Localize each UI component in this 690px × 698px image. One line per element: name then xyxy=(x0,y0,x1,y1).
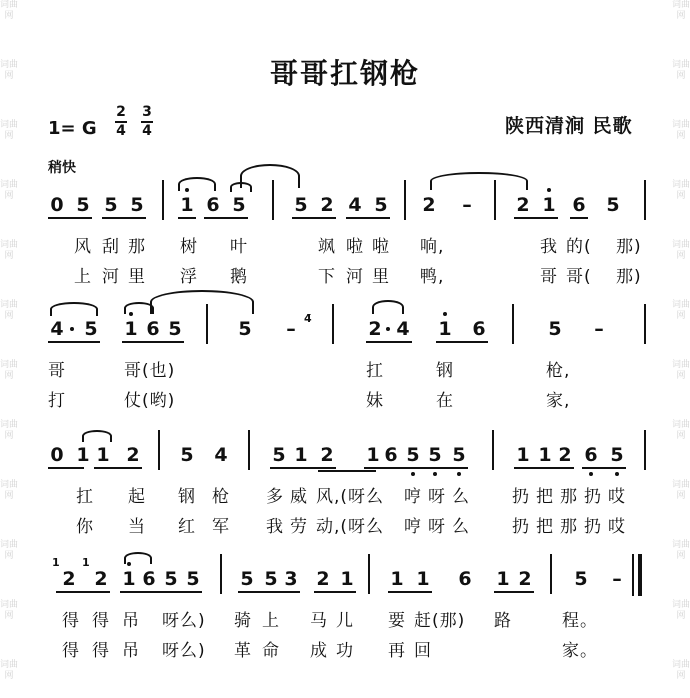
lyric: 树 xyxy=(180,237,198,257)
underline xyxy=(582,467,626,469)
barline xyxy=(368,554,370,594)
barline xyxy=(158,430,160,470)
note: 1 xyxy=(438,318,452,340)
lyric: 马 xyxy=(310,611,328,631)
meter-bottom: 4 xyxy=(116,123,126,139)
lyric: 得 xyxy=(92,641,110,661)
watermark: 词曲网 xyxy=(0,60,19,81)
note: 1 xyxy=(96,444,110,466)
augmentation-dot xyxy=(386,327,390,331)
lyric: 哥( xyxy=(566,267,592,287)
barline xyxy=(248,430,250,470)
lyric: 路 xyxy=(494,611,512,631)
tie xyxy=(240,164,300,188)
underline xyxy=(494,591,534,593)
lyric: 儿 xyxy=(336,611,354,631)
note: 1 xyxy=(390,568,404,590)
lyric: 那 xyxy=(560,517,578,537)
octave-dot xyxy=(589,472,593,476)
note: 1 xyxy=(76,444,90,466)
slur xyxy=(178,177,216,191)
lyric: 吊 xyxy=(122,611,140,631)
lyric: 扔 xyxy=(512,517,530,537)
lyric: 哥 xyxy=(48,361,66,381)
lyric: 哼 xyxy=(404,517,422,537)
lyric: 浮 xyxy=(180,267,198,287)
underline xyxy=(122,341,184,343)
lyric: 在 xyxy=(436,391,454,411)
lyric: 飒 xyxy=(318,237,336,257)
note: 2 xyxy=(320,444,334,466)
lyric: 动,(呀么 xyxy=(316,517,385,537)
note: 1 xyxy=(416,568,430,590)
note: 5 xyxy=(232,194,246,216)
underline xyxy=(436,341,488,343)
underline xyxy=(346,217,390,219)
lyric: 风,(呀么 xyxy=(316,487,385,507)
watermark: 词曲网 xyxy=(672,240,690,261)
note: 6 xyxy=(572,194,586,216)
lyric: 响, xyxy=(420,237,445,257)
lyric: 哎 xyxy=(608,517,626,537)
song-title: 哥哥扛钢枪 xyxy=(269,57,420,90)
lyric: 哥 xyxy=(540,267,558,287)
note: 2 xyxy=(62,568,76,590)
underline xyxy=(514,467,574,469)
note: 4 xyxy=(396,318,410,340)
underline xyxy=(388,591,432,593)
lyric: 河 xyxy=(102,267,120,287)
lyric: 骑 xyxy=(234,611,252,631)
note: 4 xyxy=(348,194,362,216)
note: 5 xyxy=(238,318,252,340)
meter-bottom: 4 xyxy=(142,123,152,139)
note: 6 xyxy=(142,568,156,590)
lyric: 红 xyxy=(178,517,196,537)
note: 6 xyxy=(584,444,598,466)
lyric: 那 xyxy=(560,487,578,507)
lyric: 程。 xyxy=(562,611,598,631)
tie xyxy=(430,172,528,190)
note: 6 xyxy=(146,318,160,340)
note: 1 xyxy=(542,194,556,216)
note: 5 xyxy=(180,444,194,466)
key-signature: 1= G xyxy=(48,118,97,139)
tempo-marking: 稍快 xyxy=(48,160,76,176)
barline xyxy=(644,180,646,220)
note: 5 xyxy=(406,444,420,466)
lyric: 把 xyxy=(536,487,554,507)
lyric: 仗(哟) xyxy=(124,391,176,411)
octave-dot xyxy=(615,472,619,476)
underline xyxy=(292,217,336,219)
lyric: 家, xyxy=(546,391,571,411)
underline xyxy=(48,217,92,219)
barline xyxy=(644,430,646,470)
barline xyxy=(492,430,494,470)
lyric: 打 xyxy=(48,391,66,411)
lyric: 扔 xyxy=(584,487,602,507)
note: 3 xyxy=(284,568,298,590)
barline xyxy=(404,180,406,220)
note: 0 xyxy=(50,194,64,216)
lyric: 回 xyxy=(414,641,432,661)
slur xyxy=(50,302,98,316)
lyric: 功 xyxy=(336,641,354,661)
lyrics-line-4-verse-2 xyxy=(0,636,690,688)
note: 5 xyxy=(264,568,278,590)
watermark: 词曲网 xyxy=(0,300,19,321)
lyrics-line-1-verse-2 xyxy=(0,262,690,314)
note: 1 xyxy=(124,318,138,340)
lyric: 河 xyxy=(346,267,364,287)
lyric: 扔 xyxy=(512,487,530,507)
watermark: 词曲网 xyxy=(672,420,690,441)
note: 5 xyxy=(104,194,118,216)
note: 1 xyxy=(180,194,194,216)
lyric: 里 xyxy=(372,267,390,287)
lyric: 赶(那) xyxy=(414,611,466,631)
octave-dot xyxy=(411,472,415,476)
slur xyxy=(372,300,404,314)
lyric: 么 xyxy=(452,517,470,537)
watermark: 词曲网 xyxy=(672,600,690,621)
song-source: 陕西清涧 民歌 xyxy=(505,115,633,137)
lyric: 哎 xyxy=(608,487,626,507)
time-signature-2 xyxy=(138,104,156,140)
note: 2 xyxy=(126,444,140,466)
underline xyxy=(102,217,146,219)
slur xyxy=(82,430,112,442)
time-signature-1 xyxy=(112,104,130,140)
watermark: 词曲网 xyxy=(672,60,690,81)
barline xyxy=(644,304,646,344)
grace-note: 1 xyxy=(52,556,60,569)
note: 1 xyxy=(496,568,510,590)
watermark: 词曲网 xyxy=(0,480,19,501)
lyric: 呀 xyxy=(428,487,446,507)
barline xyxy=(550,554,552,594)
note: 6 xyxy=(206,194,220,216)
lyric: 鹅 xyxy=(230,267,248,287)
watermark: 词曲网 xyxy=(672,120,690,141)
note: 1 xyxy=(294,444,308,466)
underline xyxy=(570,217,588,219)
lyric: 要 xyxy=(388,611,406,631)
underline xyxy=(48,341,100,343)
lyric: 把 xyxy=(536,517,554,537)
lyric: 啦 xyxy=(346,237,364,257)
final-barline-thin xyxy=(632,554,634,596)
note: 1 xyxy=(366,444,380,466)
note: 5 xyxy=(186,568,200,590)
watermark: 词曲网 xyxy=(0,240,19,261)
underline xyxy=(318,470,376,472)
underline xyxy=(94,467,142,469)
lyric: 扛 xyxy=(76,487,94,507)
watermark: 词曲网 xyxy=(672,360,690,381)
lyric: 啦 xyxy=(372,237,390,257)
watermark: 词曲网 xyxy=(0,420,19,441)
grace-note: 1 xyxy=(82,556,90,569)
lyric: 我 xyxy=(266,517,284,537)
watermark: 词曲网 xyxy=(0,0,19,21)
underline xyxy=(120,591,202,593)
note: 1 xyxy=(122,568,136,590)
lyric: 当 xyxy=(128,517,146,537)
lyric: 上 xyxy=(262,611,280,631)
lyric: 得 xyxy=(92,611,110,631)
lyric: 你 xyxy=(76,517,94,537)
watermark: 词曲网 xyxy=(672,300,690,321)
lyric: 叶 xyxy=(230,237,248,257)
underline xyxy=(48,467,84,469)
note: 5 xyxy=(168,318,182,340)
lyric: 扛 xyxy=(366,361,384,381)
watermark: 词曲网 xyxy=(672,180,690,201)
final-barline-thick xyxy=(638,554,642,596)
lyric: 钢 xyxy=(178,487,196,507)
watermark: 词曲网 xyxy=(0,540,19,561)
note: 2 xyxy=(94,568,108,590)
lyric: 起 xyxy=(128,487,146,507)
lyric: 风 xyxy=(74,237,92,257)
underline xyxy=(314,591,356,593)
breath-mark: 4̄ xyxy=(304,312,312,325)
lyric: 命 xyxy=(262,641,280,661)
lyric: 呀 xyxy=(428,517,446,537)
note: 2 xyxy=(558,444,572,466)
note: 2 xyxy=(320,194,334,216)
note: 5 xyxy=(164,568,178,590)
note: 5 xyxy=(294,194,308,216)
barline xyxy=(494,180,496,220)
lyric: 妹 xyxy=(366,391,384,411)
lyric: 家。 xyxy=(562,641,598,661)
underline xyxy=(366,341,412,343)
barline xyxy=(162,180,164,220)
lyric: 下 xyxy=(318,267,336,287)
note: 0 xyxy=(50,444,64,466)
lyric: 那) xyxy=(616,237,642,257)
note: 5 xyxy=(548,318,562,340)
lyric: 吊 xyxy=(122,641,140,661)
barline xyxy=(220,554,222,594)
underline xyxy=(204,217,248,219)
note: 4 xyxy=(214,444,228,466)
lyric: 里 xyxy=(128,267,146,287)
lyric: 那 xyxy=(128,237,146,257)
note: 6 xyxy=(472,318,486,340)
lyric: 得 xyxy=(62,641,80,661)
note: 6 xyxy=(384,444,398,466)
lyric: 成 xyxy=(310,641,328,661)
lyric: 呀么) xyxy=(162,611,206,631)
note: 1 xyxy=(538,444,552,466)
note: 4 xyxy=(50,318,64,340)
slur xyxy=(124,552,152,564)
lyric: 枪, xyxy=(546,361,571,381)
note: – xyxy=(462,194,472,216)
note: – xyxy=(612,568,622,590)
note: 5 xyxy=(76,194,90,216)
note: 6 xyxy=(458,568,472,590)
watermark: 词曲网 xyxy=(672,660,690,681)
lyric: 枪 xyxy=(212,487,230,507)
watermark: 词曲网 xyxy=(672,0,690,21)
meter-top: 3 xyxy=(142,104,152,120)
underline xyxy=(270,467,336,469)
lyric: 劳 xyxy=(290,517,308,537)
augmentation-dot xyxy=(70,327,74,331)
watermark: 词曲网 xyxy=(0,600,19,621)
note: 1 xyxy=(340,568,354,590)
lyric: 扔 xyxy=(584,517,602,537)
underline xyxy=(178,217,196,219)
lyric: 哥(也) xyxy=(124,361,176,381)
lyric: 那) xyxy=(616,267,642,287)
lyric: 军 xyxy=(212,517,230,537)
note: 2 xyxy=(368,318,382,340)
watermark: 词曲网 xyxy=(672,540,690,561)
watermark: 词曲网 xyxy=(672,480,690,501)
octave-dot xyxy=(547,188,551,192)
lyric: 鸭, xyxy=(420,267,445,287)
watermark: 词曲网 xyxy=(0,360,19,381)
underline xyxy=(238,591,300,593)
note: 5 xyxy=(610,444,624,466)
note: 5 xyxy=(428,444,442,466)
lyric: 么 xyxy=(452,487,470,507)
lyric: 的( xyxy=(566,237,592,257)
note: 5 xyxy=(130,194,144,216)
lyric: 刮 xyxy=(102,237,120,257)
note: 2 xyxy=(316,568,330,590)
watermark: 词曲网 xyxy=(0,660,19,681)
octave-dot xyxy=(443,312,447,316)
octave-dot xyxy=(457,472,461,476)
note: 5 xyxy=(272,444,286,466)
lyric: 威 xyxy=(290,487,308,507)
note: 2 xyxy=(422,194,436,216)
note: 5 xyxy=(606,194,620,216)
lyrics-line-3-verse-2 xyxy=(0,512,690,564)
lyric: 钢 xyxy=(436,361,454,381)
meter-top: 2 xyxy=(116,104,126,120)
note: 5 xyxy=(374,194,388,216)
note: 2 xyxy=(516,194,530,216)
note: 5 xyxy=(452,444,466,466)
lyric: 呀么) xyxy=(162,641,206,661)
lyric: 革 xyxy=(234,641,252,661)
underline xyxy=(56,591,110,593)
barline xyxy=(512,304,514,344)
barline xyxy=(332,304,334,344)
lyric: 多 xyxy=(266,487,284,507)
tie xyxy=(150,290,254,314)
note: 5 xyxy=(574,568,588,590)
note: 1 xyxy=(516,444,530,466)
note: 5 xyxy=(240,568,254,590)
lyric: 得 xyxy=(62,611,80,631)
octave-dot xyxy=(433,472,437,476)
lyric: 哼 xyxy=(404,487,422,507)
watermark: 词曲网 xyxy=(0,180,19,201)
lyric: 上 xyxy=(74,267,92,287)
note: 2 xyxy=(518,568,532,590)
lyric: 我 xyxy=(540,237,558,257)
watermark: 词曲网 xyxy=(0,120,19,141)
underline xyxy=(514,217,558,219)
note: – xyxy=(594,318,604,340)
underline xyxy=(364,467,468,469)
note: – xyxy=(286,318,296,340)
lyric: 再 xyxy=(388,641,406,661)
note: 5 xyxy=(84,318,98,340)
